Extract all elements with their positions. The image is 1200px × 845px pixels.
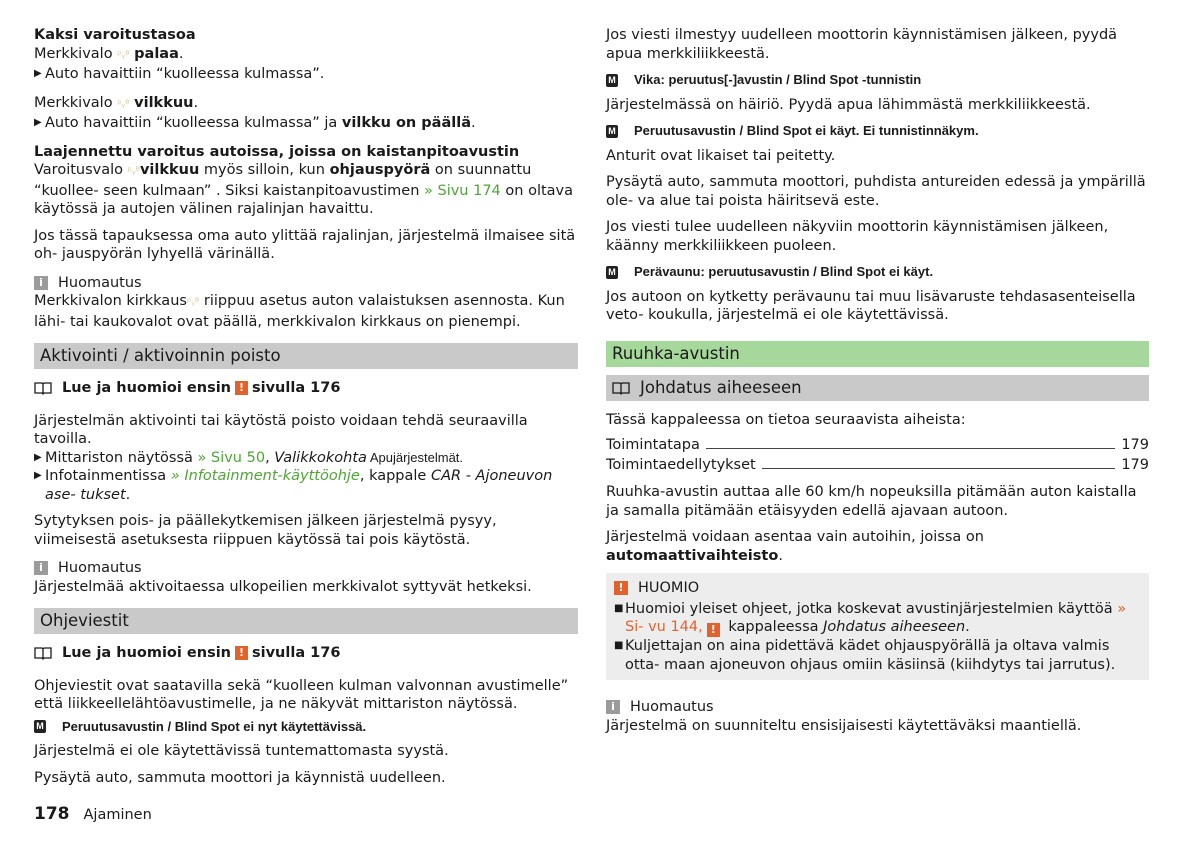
note-text: Järjestelmää aktivoitaessa ulkopeilien merkkivalot syttyvät hetkeksi. [34,578,532,595]
message-icon: M [606,125,618,138]
text-run-italic: CAR - Ajoneuvon ase- tukset [45,468,553,503]
warning-item-text [625,600,1141,638]
left-column [34,26,578,795]
toc-leader [706,448,1115,449]
traffic-paragraph: Ruuhka-avustin auttaa alle 60 km/h nopeuksilla pitämään auton kaistalla ja samalla pitämään etäisyyden edellä ajavaan autoon. [606,484,1137,519]
messages-paragraph: Ohjeviestit ovat saatavilla sekä “kuolleen kulman valvonnan avustimelle” että liikkeellelähtöavustimelle, ja ne näkyvät mittariston näytössä. [34,677,569,712]
warning-icon: ! [235,381,248,395]
text-run: on oltava käytössä ja autojen välinen rajalinjan havaittu. [34,182,574,217]
note-header [606,698,1149,717]
lamp-state-blink: vilkkuu [134,94,194,111]
warning-item [614,637,1141,674]
list-item [34,65,578,84]
page-reference[interactable]: sivulla 176 [252,645,341,661]
text-run: myös silloin, kun [199,162,330,178]
text-run: Auto havaittiin “kuolleessa kulmassa” ja [45,115,342,131]
note-block [34,274,578,332]
lamp-blink-line: Merkkivalo ᵖᵧᴮ vilkkuu. [34,94,199,111]
message-entry [606,71,1149,90]
text-run: . [125,486,131,503]
book-icon [34,646,52,660]
text-run-bold: vilkkuu [139,162,200,178]
note-text [34,292,578,331]
warning-item-text: Kuljettajan on aina pidettävä kädet ohjauspyörällä ja oltava valmis otta- maan ajoneuvon ohjaus omiin käsiinsä (kiihdytys tai jarrutus). [625,638,1116,673]
text-run: Apujärjestelmät. [366,449,464,465]
text-run: Mittariston näytössä [45,449,198,466]
note-title: Huomautus [58,274,142,291]
message-label: Peruutusavustin / Blind Spot ei nyt käytettävissä. [62,718,367,734]
page-link[interactable]: » Sivu 50 [197,449,266,466]
manual-link[interactable]: » Infotainment-käyttöohje [170,468,360,484]
book-icon [612,381,630,395]
note-header [34,274,578,293]
lamp-label: Merkkivalo [34,45,113,62]
section-heading-traffic-assist: Ruuhka-avustin [606,341,1149,367]
note-block [606,698,1149,735]
traffic-paragraph-2 [606,528,1149,565]
chapter-title: Ajaminen [83,807,152,823]
info-icon: i [606,700,620,714]
lamp-blink-block [34,94,578,133]
message-paragraph: Järjestelmässä on häiriö. Pyydä apua lähimmästä merkkiliikkeestä. [606,96,1091,113]
list-item [34,114,578,133]
toc-page: 179 [1121,437,1149,453]
activation-paragraph-2: Sytytyksen pois- ja päällekytkemisen jälkeen järjestelmä pysyy, viimeisestä asetuksesta riippuen käytössä tai pois käytöstä. [34,513,497,548]
text-run: kappaleessa [723,619,824,635]
read-first-line [34,379,578,398]
page-footer [34,805,152,825]
warning-title: HUOMIO [638,580,700,596]
warning-icon: ! [707,623,720,637]
text-run-italic: Johdatus aiheeseen [823,619,966,635]
text-run: on suunnattu “kuollee- seen kulmaan” . Siksi kaistanpitoavustimen [34,162,532,199]
toc-leader [762,468,1116,469]
lamp-label: Merkkivalo [34,94,113,111]
text-run: Infotainmentissa [45,468,171,484]
info-icon: i [34,561,48,575]
lamp-state-on: palaa [134,45,179,62]
warning-header [614,579,1141,598]
text-run-italic: Valikkokohta [274,449,367,466]
bullet-arrow-icon: ▶ [34,451,42,463]
text-run: Merkkivalon kirkkaus [34,293,187,309]
note-text: Järjestelmä on suunniteltu ensisijaisesti käytettäväksi maantiellä. [606,717,1082,734]
square-bullet-icon: ■ [614,602,624,614]
text-run-bold: vilkku on päällä [341,115,471,131]
activation-paragraph: Järjestelmän aktivointi tai käytöstä poisto voidaan tehdä seuraavilla tavoilla. [34,412,528,447]
side-assist-lamp-icon: ᵖᵧᴮ [117,49,130,61]
bullet-arrow-icon: ▶ [34,68,42,79]
message-icon: M [606,266,618,279]
toc-item[interactable] [606,435,1149,455]
side-assist-lamp-icon: ᵖᵧᴮ [117,98,130,110]
square-bullet-icon: ■ [614,640,624,651]
message-paragraph: Pysäytä auto, sammuta moottori, puhdista antureiden edessä ja ympärillä ole- va alue tai poista häiritsevä este. [606,174,1146,209]
page-link[interactable]: » Sivu 174 [424,182,501,199]
text-run-bold: automaattivaihteisto [606,547,779,564]
read-first-text: Lue ja huomioi ensin [62,645,231,661]
subsection-title: Johdatus aiheeseen [640,377,802,397]
bullet-arrow-icon: ▶ [34,470,42,481]
message-entry [606,122,1149,141]
extended-warning-title: Laajennettu varoitus autoissa, joissa on kaistanpitoavustin [34,143,520,160]
note-title: Huomautus [630,699,714,715]
warning-icon: ! [235,646,248,660]
warning-box [606,573,1149,680]
message-paragraph: Jos viesti tulee uudelleen näkyviin moottorin käynnistämisen jälkeen, käänny merkkiliikkeen puoleen. [606,219,1109,254]
toc-label: Toimintatapa [606,437,700,453]
text-run: riippuu asetus auton valaistuksen asennosta. Kun lähi- tai kaukovalot ovat päällä, merkkivalon kirkkaus on pienempi. [34,293,565,330]
message-label: Vika: peruutus[-]avustin / Blind Spot -tunnistin [634,72,922,87]
intro-paragraph: Tässä kappaleessa on tietoa seuraavista aiheista: [606,411,966,428]
message-paragraph: Anturit ovat likaiset tai peitetty. [606,147,836,164]
toc-item[interactable] [606,455,1149,475]
warning-item [614,600,1141,638]
message-label: Perävaunu: peruutusavustin / Blind Spot ei käyt. [634,264,934,279]
subsection-heading-intro [606,375,1149,401]
list-item-text [45,467,578,504]
page-reference[interactable]: sivulla 176 [252,380,341,396]
text-run: Huomioi yleiset ohjeet, jotka koskevat avustinjärjestelmien käyttöä [625,600,1118,617]
read-first-text: Lue ja huomioi ensin [62,380,231,396]
note-block [34,559,578,596]
two-warning-levels-block [34,26,578,84]
read-first-line [34,644,578,663]
lamp-on-line: Merkkivalo ᵖᵧᴮ palaa. [34,45,184,62]
text-run: . [965,619,970,635]
toc-list [606,435,1149,475]
text-run: , [265,449,275,466]
text-run: . [778,547,783,564]
message-paragraph: Jos viesti ilmestyy uudelleen moottorin käynnistämisen jälkeen, pyydä apua merkkiliikkeestä. [606,27,1118,62]
section-heading-messages: Ohjeviestit [34,608,578,634]
list-item [34,449,578,468]
right-column [606,26,1149,743]
book-icon [34,381,52,395]
info-icon: i [34,276,48,290]
message-label: Peruutusavustin / Blind Spot ei käyt. Ei tunnistinnäkym. [634,123,979,138]
list-item-text: Auto havaittiin “kuolleessa kulmassa”. [45,66,325,82]
two-warning-levels-title: Kaksi varoitustasoa [34,27,196,43]
bullet-arrow-icon: ▶ [34,117,42,128]
message-entry [606,263,1149,282]
list-item [34,467,578,504]
text-run-bold: ohjauspyörä [329,162,431,178]
text-run: Järjestelmä voidaan asentaa vain autoihin, joissa on [606,529,984,545]
note-title: Huomautus [58,560,142,576]
text-run: Varoitusvalo [34,162,124,178]
message-paragraph: Jos autoon on kytketty perävaunu tai muu lisävaruste tehdasasenteisella veto- koukulla, järjestelmä ei ole käytettävissä. [606,288,1136,323]
toc-page: 179 [1121,457,1149,473]
page-link[interactable]: » Si- vu 144, [625,600,1127,635]
message-paragraph: Järjestelmä ei ole käytettävissä tuntemattomasta syystä. [34,743,449,759]
extended-warning-paragraph-2: Jos tässä tapauksessa oma auto ylittää rajalinjan, järjestelmä ilmaisee sitä oh- jauspyörän lyhyellä värinällä. [34,227,576,262]
section-heading-activation: Aktivointi / aktivoinnin poisto [34,343,578,369]
message-icon: M [34,720,46,733]
note-header [34,559,578,578]
page-number: 178 [34,804,70,824]
list-item-text: Auto havaittiin “kuolleessa kulmassa” ja vilkku on päällä. [45,115,476,131]
extended-warning-paragraph [34,161,578,219]
side-assist-lamp-icon: ᵖᵧᴮ [186,297,200,308]
text-run: , kappale [359,468,431,484]
list-item-text [45,449,463,468]
message-icon: M [606,74,618,87]
toc-label: Toimintaedellytykset [606,457,756,473]
message-entry [34,718,578,737]
extended-warning-block [34,143,578,264]
message-paragraph: Pysäytä auto, sammuta moottori ja käynnistä uudelleen. [34,769,446,786]
side-assist-lamp-icon: ᵖᵧᴮ [127,166,140,177]
warning-icon: ! [614,581,628,595]
